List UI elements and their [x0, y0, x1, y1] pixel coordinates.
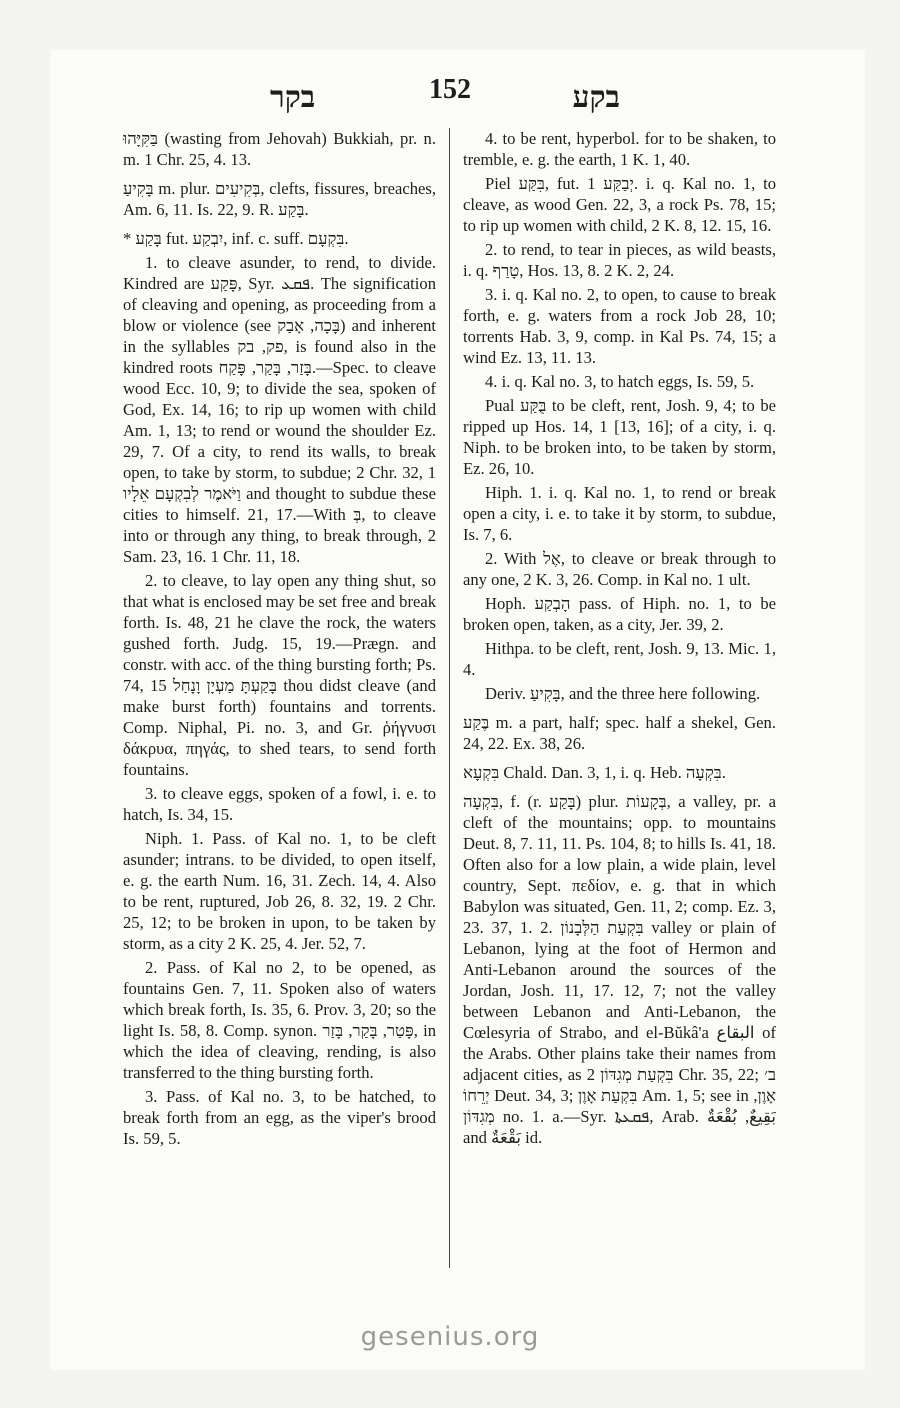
entry-baka-sense-3: 3. to cleave eggs, spoken of a fowl, i. e. to hatch, Is. 34, 15. [123, 784, 436, 824]
right-running-headword: בקע [572, 80, 620, 115]
entry-bukkiah: בַּקִּיָּהוּ (wasting from Jehovah) Bukkiah, pr. n. m. 1 Chr. 25, 4. 13. [123, 129, 436, 169]
entry-piel-4: 4. i. q. Kal no. 3, to hatch eggs, Is. 59, 5. [485, 372, 755, 391]
entry-baka-sense-2: 2. to cleave, to lay open any thing shut, so that what is enclosed may be set free and break forth. Is. 48, 21 he clave the rock, the waters gushed forth. Judg. 15, 19.—Prægn. and constr. with acc. of the thing bursting forth; Ps. 74, 15 בָּקַעְתָּ מַעְיָן וָנָחַל thou didst cleave (and make burst forth) fountains and torrents. Comp. Niphal, Pi. no. 3, and Gr. ῥήγνυσι δάκρυα, πηγάς, to shed tears, to send forth fountains. [123, 571, 436, 779]
entry-baka-sense-1: 1. to cleave asunder, to rend, to divide. Kindred are פָּקַע, Syr. ܦܩܥ. The signification of cleaving and opening, as proceeding from a blow or violence (see בָּכָה, אָבַק) and inherent in the syllables פק, בק, is found also in the kindred roots בָּזַר, בָּקַר, פָּקַח.—Spec. to cleave wood Ecc. 10, 9; to divide the sea, spoken of God, Ex. 14, 16; to rip up women with child Am. 1, 13; to rend or wound the shoulder Ez. 29, 7. Of a city, to rend its walls, to break open, to take by storm, to subdue; 2 Chr. 32, 1 וַיֹּאמֶר לְבִקְעָם אֵלָיו and thought to subdue these cities to himself. 21, 17.—With בְּ, to cleave into or through any thing, to break through, 2 Sam. 23, 16. 1 Chr. 11, 18. [123, 253, 437, 566]
page-header [120, 74, 780, 124]
entry-baka-head: * בָּקַע fut. יִבְקַע, inf. c. suff. בִּקְעָם. [123, 229, 349, 248]
page-number: 152 [429, 74, 471, 105]
entry-piel-3: 3. i. q. Kal no. 2, to open, to cause to break forth, e. g. waters from a rock Job 28, 10; torrents Hab. 3, 9, comp. in Kal Ps. 74, 15; a wind Ez. 13, 11. 13. [463, 285, 776, 367]
entry-niphal-2: 2. Pass. of Kal no 2, to be opened, as fountains Gen. 7, 11. Spoken also of waters which break forth, Is. 35, 6. Prov. 3, 20; so the light Is. 58, 8. Comp. synon. פָּטַר, בָּקַר, בָּזַר, in which the idea of cleaving, rending, is also transferred to the thing bursting forth. [123, 958, 436, 1082]
entry-piel-2: 2. to rend, to tear in pieces, as wild beasts, i. q. טָרַף, Hos. 13, 8. 2 K. 2, 24. [463, 240, 776, 280]
left-running-headword: בקר [270, 80, 316, 115]
entry-bikah-chald: בִּקְעָא Chald. Dan. 3, 1, i. q. Heb. בִּקְעָה. [463, 763, 726, 782]
entry-niphal-3: 3. Pass. of Kal no. 3, to be hatched, to break forth from an egg, as the viper's brood Is. 59, 5. [123, 1087, 436, 1148]
entry-hiphil-2: 2. With אֶל, to cleave or break through to any one, 2 K. 3, 26. Comp. in Kal no. 1 ult. [463, 549, 776, 589]
entry-derivatives: Deriv. בָּקִיעַ, and the three here following. [485, 684, 761, 703]
column-divider [449, 128, 450, 1268]
entry-bakia: בָּקִיעַ m. plur. בְּקִיעִים, clefts, fissures, breaches, Am. 6, 11. Is. 22, 9. R. בָּקַע. [123, 179, 436, 219]
site-watermark: gesenius.org [360, 1322, 540, 1352]
entry-hithpael: Hithpa. to be cleft, rent, Josh. 9, 13. Mic. 1, 4. [463, 639, 776, 679]
entry-piel-1: Piel בִּקַּע, fut. יְבַקַּע 1. i. q. Kal no. 1, to cleave, as wood Gen. 22, 3, a rock Ps. 78, 15; to rip up women with child, 2 K. 8, 12. 15, 16. [463, 174, 776, 235]
entry-hophal: Hoph. הָבְקַע pass. of Hiph. no. 1, to be broken open, taken, as a city, Jer. 39, 2. [463, 594, 777, 634]
entry-hiphil-1: Hiph. 1. i. q. Kal no. 1, to rend or break open a city, i. e. to take it by storm, to subdue, Is. 7, 6. [463, 483, 776, 544]
entry-bikah: בִּקְעָה, f. (r. בָּקַע) plur. בְּקָעוֹת, a valley, pr. a cleft of the mountains; opp. to mountains Deut. 8, 7. 11, 11. Ps. 104, 8; to hills Is. 41, 18. Often also for a low plain, a wide plain, level country, Sept. πεδίον, e. g. that in which Babylon was situated, Gen. 11, 2; comp. Ez. 3, 23. 37, 1. 2. בִּקְעַת הַלְּבָנוֹן valley or plain of Lebanon, lying at the foot of Hermon and Anti-Lebanon around the sources of the Jordan, Josh. 11, 17. 12, 7; not the valley between Lebanon and Anti-Lebanon, the Cœlesyria of Strabo, and el-Bŭkâ'a البقاع of the Arabs. Other plains take their names from adjacent cities, as בִּקְעַת מְגִדּוֹן 2 Chr. 35, 22; ב׳ יְרֵחוֹ Deut. 34, 3; בִּקְעַת אָוֶן Am. 1, 5; see in אָוֶן, מְגִדּוֹן no. 1. a.—Syr. ܦܩܥܬܐ, Arab. بَقِيعٌ, بُقْعَةٌ and بَقْعَةٌ id. [463, 792, 777, 1147]
entry-niphal-1: Niph. 1. Pass. of Kal no. 1, to be cleft asunder; intrans. to be divided, to open itself, e. g. the earth Num. 16, 31. Zech. 14, 4. Also to be rent, ruptured, Job 26, 8. 32, 19. 2 Chr. 25, 12; to be broken in upon, to be taken by storm, as a city 2 K. 25, 4. Jer. 52, 7. [123, 829, 436, 953]
entry-niphal-4: 4. to be rent, hyperbol. for to be shaken, to tremble, e. g. the earth, 1 K. 1, 40. [463, 129, 776, 169]
right-column [463, 128, 776, 1151]
left-column [123, 128, 436, 1152]
entry-bekah: בֶּקַע m. a part, half; spec. half a shekel, Gen. 24, 22. Ex. 38, 26. [463, 713, 776, 753]
entry-pual: Pual בֻּקַּע to be cleft, rent, Josh. 9, 4; to be ripped up Hos. 14, 1 [13, 16]; of a city, i. q. Niph. to be broken into, to be taken by storm, Ez. 26, 10. [463, 396, 776, 478]
